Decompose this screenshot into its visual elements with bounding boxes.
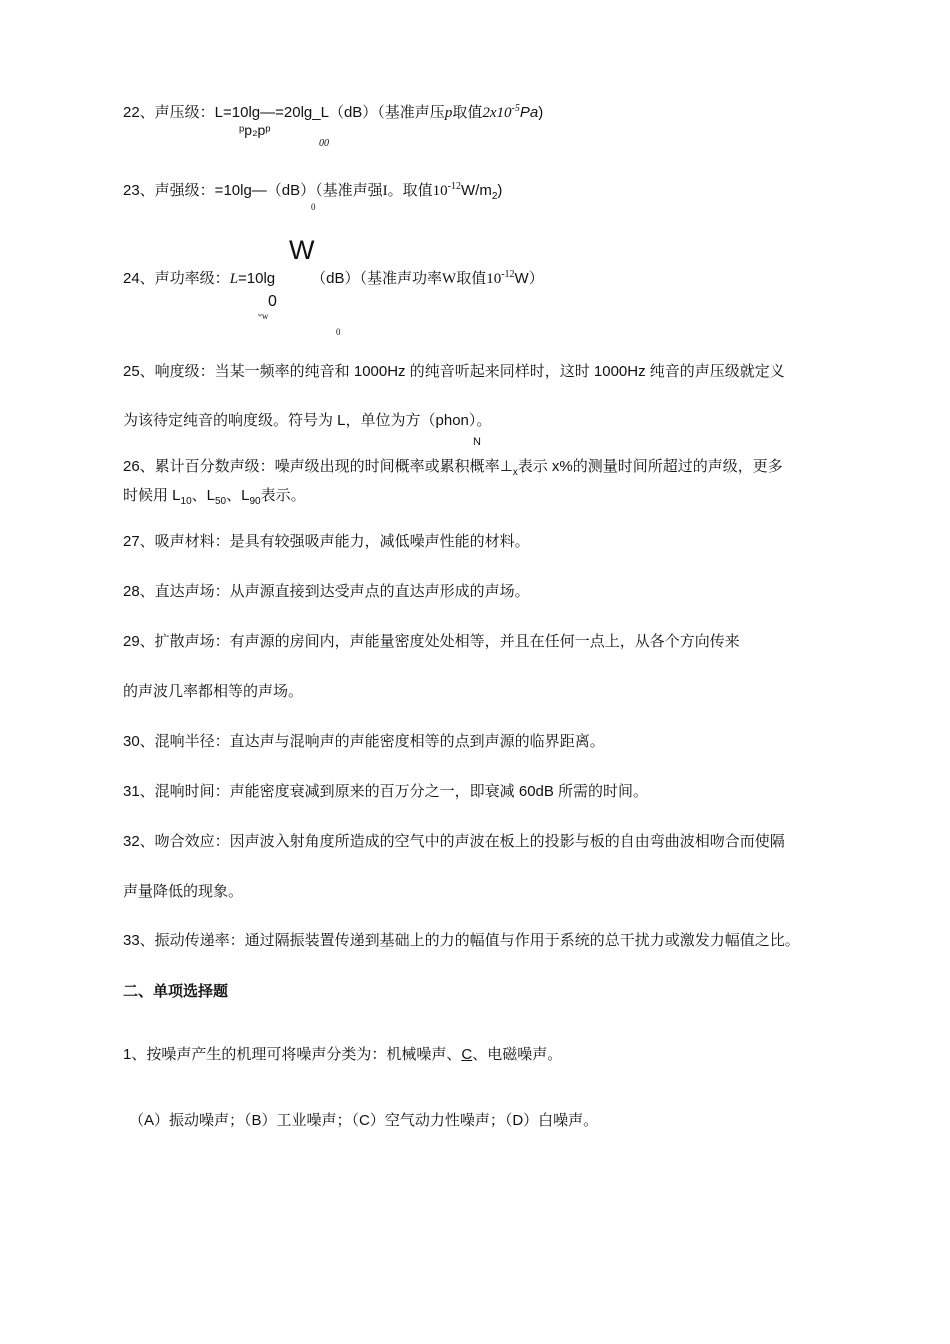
def-24-lead: 24、声功率级： <box>123 270 230 287</box>
def-23-exp: -12 <box>447 181 462 192</box>
def-22-unit: Pa <box>519 104 539 121</box>
def-26-text-a: 26、累计百分数声级：噪声级出现的时间概率或累积概率 <box>123 458 500 475</box>
def-22-formula-below: ᵖp₂pᵖ <box>239 122 271 138</box>
def-23-sym: I。 <box>382 183 403 199</box>
def-24-L: L <box>229 271 239 287</box>
def-24-tail: W） <box>514 270 544 287</box>
definition-32-line2: 声量降低的现象。 <box>123 883 244 900</box>
def-24-fraction-denominator: 0 <box>268 293 277 310</box>
def-23-below: 0 <box>311 202 316 212</box>
def-23-lead: 23、声强级：=10lg—（dB）（基准声强 <box>123 182 383 199</box>
q1-stem-b: 、电磁噪声。 <box>472 1046 563 1063</box>
def-24-fraction-numerator: W <box>289 235 315 265</box>
definition-26-line1 <box>123 458 783 482</box>
def-26-sub-x: x <box>512 467 518 478</box>
def-24-eq: =10lg <box>238 270 276 287</box>
definition-25-line2: 为该待定纯音的响度级。符号为 L，单位为方（phon）。 <box>123 412 492 429</box>
def-24-below2: 0 <box>336 327 341 337</box>
def-26-l-d: 表示。 <box>260 487 306 504</box>
definition-24 <box>123 266 544 288</box>
def-26-text-b: 表示 x%的测量时间所超过的声级，更多 <box>517 458 783 475</box>
def-22-close: ) <box>538 104 544 121</box>
section-heading: 二、单项选择题 <box>123 983 229 1000</box>
definition-29-line1: 29、扩散声场：有声源的房间内，声能量密度处处相等，并且在任何一点上，从各个方向传来 <box>123 633 740 650</box>
def-24-below1: ʷw <box>258 311 269 321</box>
def-24-exp: -12 <box>501 269 515 280</box>
def-23-mid: 取值 <box>402 182 433 199</box>
def-22-mid: 取值 <box>452 104 483 121</box>
def-23-exp2: 2 <box>491 191 498 202</box>
definition-32-line1: 32、吻合效应：因声波入射角度所造成的空气中的声波在板上的投影与板的自由弯曲波相吻合而使隔 <box>123 833 785 850</box>
question-1-stem <box>123 1046 562 1064</box>
def-23-close: ) <box>497 182 503 199</box>
def-24-num: 10 <box>486 271 502 287</box>
def-22-subscripts: 00 <box>319 138 329 149</box>
def-22-exp: -5 <box>511 103 520 114</box>
definition-26-line2 <box>123 487 306 511</box>
def-22-num: 2x10 <box>482 105 512 121</box>
def-22-p: p <box>444 105 453 121</box>
definition-27: 27、吸声材料：是具有较强吸声能力，减低噪声性能的材料。 <box>123 533 530 550</box>
def-26-sub-10: 10 <box>180 496 192 507</box>
q1-stem-a: 1、按噪声产生的机理可将噪声分类为：机械噪声、 <box>123 1046 462 1063</box>
def-25-subscript: N <box>473 436 481 448</box>
definition-28: 28、直达声场：从声源直接到达受声点的直达声形成的声场。 <box>123 583 530 600</box>
def-24-dB: （dB）（基准声功率 <box>311 270 443 287</box>
def-26-symbol: ⊥ <box>499 458 513 475</box>
def-22-lead: 22、声压级：L=10lg—=20lg_L（dB）（基准声压 <box>123 104 445 121</box>
def-26-sub-90: 90 <box>249 496 261 507</box>
definition-29-line2: 的声波几率都相等的声场。 <box>123 683 304 700</box>
q1-answer: C <box>461 1046 473 1063</box>
def-23-unit: W/m <box>461 182 492 199</box>
def-24-mid: 取值 <box>456 270 487 287</box>
def-24-W: W <box>442 271 457 287</box>
def-26-l-c: 、L <box>226 487 250 504</box>
def-26-l-b: 、L <box>191 487 215 504</box>
definition-30: 30、混响半径：直达声与混响声的声能密度相等的点到声源的临界距离。 <box>123 733 605 750</box>
definition-25-line1: 25、响度级：当某一频率的纯音和 1000Hz 的纯音听起来同样时，这时 1000Hz 纯音的声压级就定义 <box>123 363 785 380</box>
definition-31: 31、混响时间：声能密度衰减到原来的百万分之一，即衰减 60dB 所需的时间。 <box>123 783 649 800</box>
definition-33: 33、振动传递率：通过隔振装置传递到基础上的力的幅值与作用于系统的总干扰力或激发力幅值之比。 <box>123 932 800 949</box>
def-26-l-a: 时候用 L <box>123 487 181 504</box>
definition-22 <box>123 100 543 122</box>
def-26-sub-50: 50 <box>214 496 227 507</box>
def-23-num: 10 <box>432 183 448 199</box>
question-1-options: （A）振动噪声；（B）工业噪声；（C）空气动力性噪声；（D）白噪声。 <box>129 1112 599 1129</box>
